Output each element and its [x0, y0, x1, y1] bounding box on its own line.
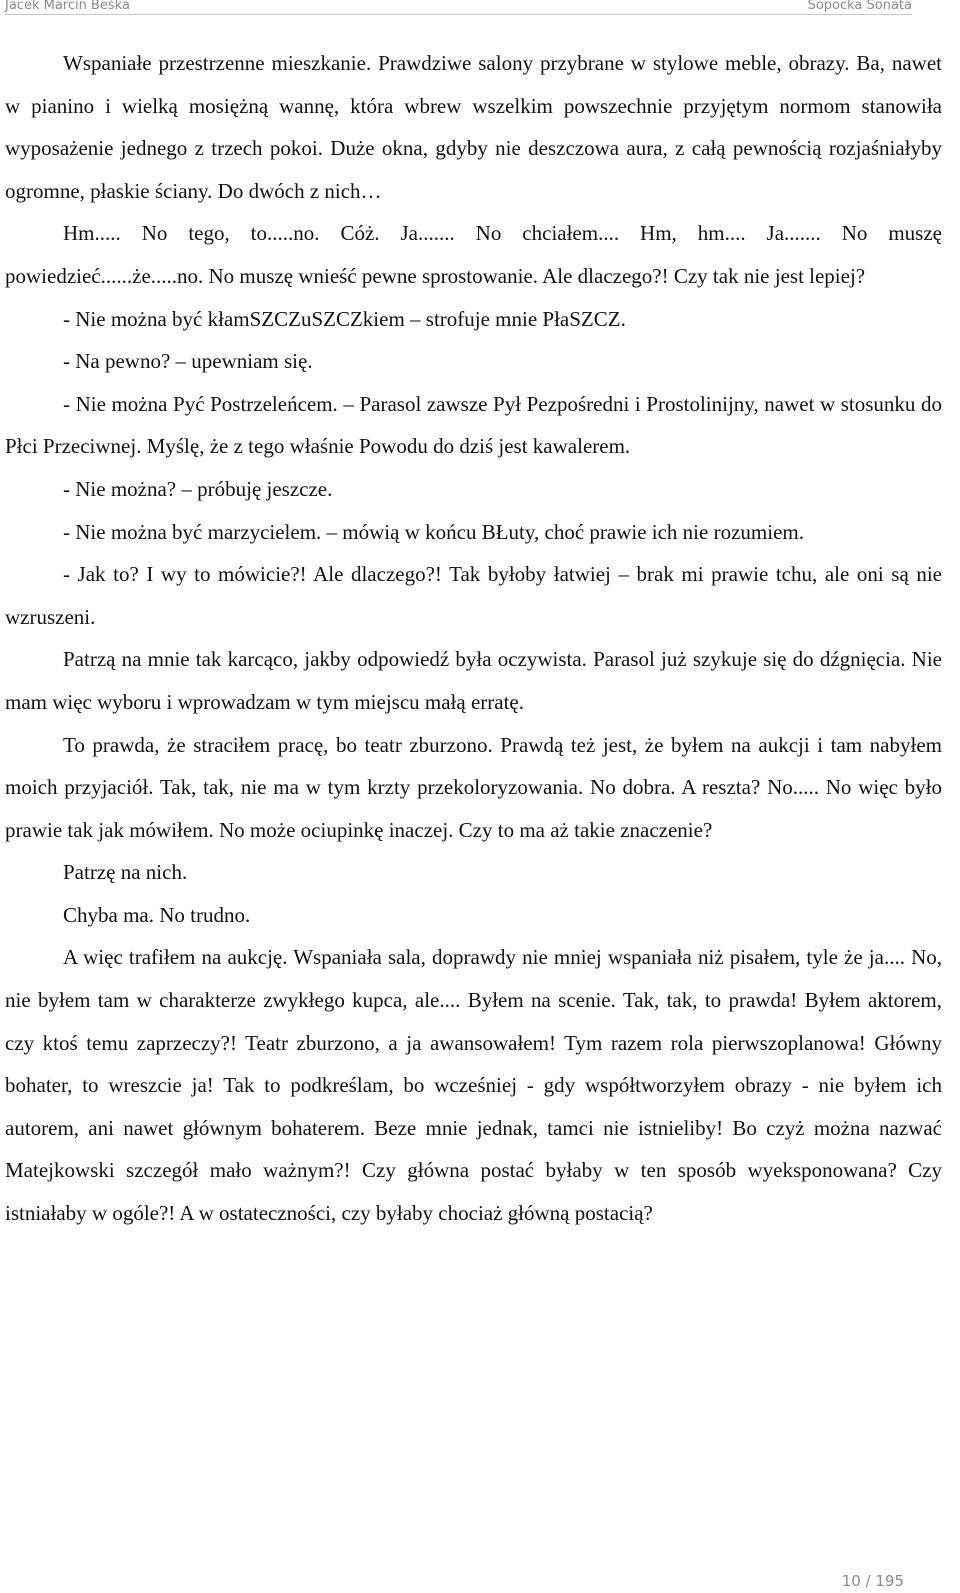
paragraph: Wspaniałe przestrzenne mieszkanie. Prawdziwe salony przybrane w stylowe meble, obrazy. Ba, nawet w pianino i wielką mosiężną wannę, która wbrew wszelkim powszechnie przyjętym normom stanowiła wyposażenie jednego z trzech pokoi. Duże okna, gdyby nie deszczowa aura, z całą pewnością rozjaśniałyby ogromne, płaskie ściany. Do dwóch z nich… — [5, 51, 942, 203]
paragraph: - Jak to? I wy to mówicie?! Ale dlaczego?! Tak byłoby łatwiej – brak mi prawie tchu, ale oni są nie wzruszeni. — [5, 562, 942, 629]
header-author: Jacek Marcin Beśka — [5, 0, 130, 13]
paragraph: Patrzę na nich. — [63, 860, 188, 885]
header-book-title: Sopocka Sonata — [807, 0, 912, 13]
paragraph: - Nie można Pyć Postrzeleńcem. – Parasol zawsze Pył Pezpośredni i Prostolinijny, nawet w stosunku do Płci Przeciwnej. Myślę, że z tego właśnie Powodu do dziś jest kawalerem. — [5, 391, 942, 459]
paragraph: - Nie można być kłamSZCZuSZCZkiem – strofuje mnie PłaSZCZ. — [63, 306, 626, 331]
paragraph: To prawda, że straciłem pracę, bo teatr zburzono. Prawdą też jest, że byłem na aukcji i tam nabyłem moich przyjaciół. Tak, tak, nie ma w tym krzty przekoloryzowania. No dobra. A reszta? No..... No więc było prawie tak jak mówiłem. No może ociupinkę inaczej. Czy to ma aż takie znaczenie? — [5, 732, 942, 842]
page-header — [5, 0, 912, 15]
paragraph: - Nie można? – próbuję jeszcze. — [63, 476, 333, 501]
page-number: 10 / 195 — [841, 1572, 904, 1590]
paragraph: Chyba ma. No trudno. — [63, 902, 251, 927]
page-body — [5, 42, 942, 1235]
paragraph: Hm..... No tego, to.....no. Cóż. Ja....... No chciałem.... Hm, hm.... Ja....... No muszę powiedzieć......że.....no. No muszę wnieść pewne sprostowanie. Ale dlaczego?! Czy tak nie jest lepiej? — [5, 221, 942, 288]
paragraph: - Na pewno? – upewniam się. — [63, 349, 313, 374]
paragraph: Patrzą na mnie tak karcąco, jakby odpowiedź była oczywista. Parasol już szykuje się do dźgnięcia. Nie mam więc wyboru i wprowadzam w tym miejscu małą erratę. — [5, 647, 942, 714]
paragraph: - Nie można być marzycielem. – mówią w końcu BŁuty, choć prawie ich nie rozumiem. — [63, 519, 804, 544]
paragraph: A więc trafiłem na aukcję. Wspaniała sala, doprawdy nie mniej wspaniała niż pisałem, tyle że ja.... No, nie byłem tam w charakterze zwykłego kupca, ale.... Byłem na scenie. Tak, tak, to prawda! Byłem aktorem, czy ktoś temu zaprzeczy?! Teatr zburzono, a ja awansowałem! Tym razem rola pierwszoplanowa! Główny bohater, to wreszcie ja! Tak to podkreślam, bo wcześniej - gdy współtworzyłem obrazy - nie byłem ich autorem, ani nawet głównym bohaterem. Beze mnie jednak, tamci nie istnieliby! Bo czyż można nazwać Matejkowski szczegół mało ważnym?! Czy główna postać byłaby w ten sposób wyeksponowana? Czy istniałaby w ogóle?! A w ostateczności, czy byłaby chociaż główną postacią? — [5, 945, 942, 1226]
